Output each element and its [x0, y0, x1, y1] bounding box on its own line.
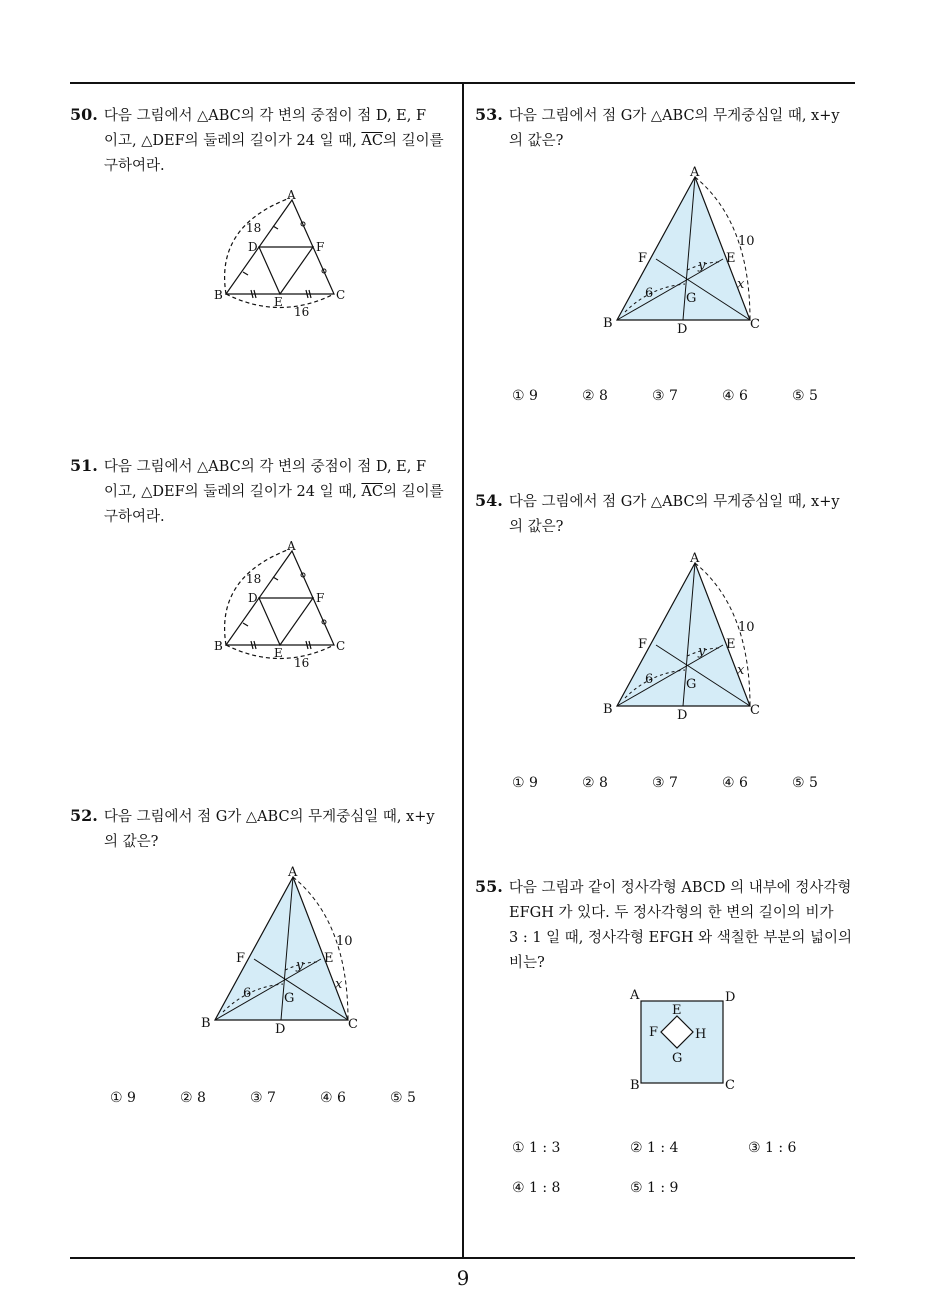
label-h: H: [695, 1027, 707, 1042]
choice-5[interactable]: ⑤ 5: [792, 388, 818, 404]
label-e: E: [672, 1003, 682, 1018]
choice-2[interactable]: ② 1 : 4: [630, 1140, 679, 1156]
choice-1[interactable]: ① 9: [110, 1090, 136, 1106]
problem-text: 의 값은?: [509, 133, 564, 149]
label-b: B: [214, 639, 223, 653]
problem-text: 구하여라.: [104, 509, 165, 525]
label-b: B: [603, 702, 613, 717]
problem-text: 다음 그림에서 점 G가 △ABC의 무게중심일 때, x+y: [508, 108, 840, 124]
label-b: B: [603, 316, 613, 331]
label-10: 10: [336, 934, 353, 949]
label-a: A: [690, 165, 700, 180]
problem-53: [475, 102, 865, 154]
problem-text: 이고, △DEF의 둘레의 길이가 24 일 때,: [104, 133, 362, 149]
label-16: 16: [294, 305, 310, 319]
label-x: x: [335, 977, 343, 992]
problem-text: 구하여라.: [104, 158, 165, 174]
label-b: B: [201, 1016, 211, 1031]
label-x: x: [737, 277, 745, 292]
choice-5[interactable]: ⑤ 1 : 9: [630, 1180, 679, 1196]
choice-2[interactable]: ② 8: [180, 1090, 206, 1106]
label-d: D: [248, 591, 258, 605]
problem-51: [70, 453, 460, 530]
label-y: y: [296, 958, 304, 973]
choice-5[interactable]: ⑤ 5: [390, 1090, 416, 1106]
label-f: F: [316, 240, 325, 254]
label-18: 18: [246, 572, 262, 586]
label-d: D: [677, 322, 688, 337]
label-6: 6: [645, 286, 654, 301]
label-a: A: [630, 988, 640, 1003]
choice-4[interactable]: ④ 6: [320, 1090, 346, 1106]
label-e: E: [274, 646, 283, 660]
label-10: 10: [738, 234, 755, 249]
label-a: A: [287, 188, 296, 202]
page-number: 9: [456, 1266, 470, 1290]
problem-number: 54.: [475, 491, 503, 510]
label-a: A: [288, 865, 298, 880]
label-d: D: [275, 1022, 286, 1037]
label-e: E: [726, 251, 736, 266]
problem-number: 50.: [70, 105, 98, 124]
figure-50-midpoint-triangle: [210, 186, 360, 321]
label-g: G: [686, 677, 697, 692]
label-c: C: [336, 288, 346, 302]
choice-1[interactable]: ① 9: [512, 388, 538, 404]
column-divider: [462, 83, 464, 1258]
problem-text: 다음 그림에서 △ABC의 각 변의 중점이 점 D, E, F: [103, 108, 427, 124]
figure-55-nested-squares: [622, 982, 752, 1094]
label-e: E: [274, 295, 283, 309]
label-6: 6: [645, 672, 654, 687]
label-c: C: [336, 639, 346, 653]
label-e: E: [324, 951, 334, 966]
choice-3[interactable]: ③ 7: [652, 388, 678, 404]
problem-text: 이고, △DEF의 둘레의 길이가 24 일 때,: [104, 484, 362, 500]
problem-text: 다음 그림과 같이 정사각형 ABCD 의 내부에 정사각형: [508, 880, 852, 896]
problem-text: 의 값은?: [104, 834, 159, 850]
label-a: A: [690, 551, 700, 566]
segment-ac: $\overline{AC}$: [361, 133, 384, 149]
choice-5[interactable]: ⑤ 5: [792, 775, 818, 791]
figure-51-midpoint-triangle: [210, 537, 360, 672]
label-a: A: [287, 539, 296, 553]
label-f: F: [649, 1025, 659, 1040]
label-f: F: [638, 637, 648, 652]
label-d: D: [677, 708, 688, 723]
choice-1[interactable]: ① 9: [512, 775, 538, 791]
problem-number: 52.: [70, 806, 98, 825]
problem-number: 55.: [475, 877, 503, 896]
problem-number: 53.: [475, 105, 503, 124]
problem-52: [70, 803, 460, 855]
choice-3[interactable]: ③ 7: [652, 775, 678, 791]
label-g: G: [672, 1051, 683, 1066]
label-x: x: [737, 663, 745, 678]
label-f: F: [638, 251, 648, 266]
problem-text: 3 : 1 일 때, 정사각형 EFGH 와 색칠한 부분의 넓이의: [509, 930, 853, 946]
label-b: B: [630, 1078, 640, 1093]
label-f: F: [236, 951, 246, 966]
label-f: F: [316, 591, 325, 605]
segment-ac: $\overline{AC}$: [361, 484, 384, 500]
label-18: 18: [246, 221, 262, 235]
label-e: E: [726, 637, 736, 652]
choice-2[interactable]: ② 8: [582, 775, 608, 791]
label-d: D: [248, 240, 258, 254]
problem-text: 의 길이를: [383, 484, 444, 500]
problem-54: [475, 488, 865, 540]
label-16: 16: [294, 656, 310, 670]
choice-4[interactable]: ④ 1 : 8: [512, 1180, 561, 1196]
problem-text: 의 길이를: [383, 133, 444, 149]
label-y: y: [698, 258, 706, 273]
figure-54-centroid-triangle: [600, 548, 770, 728]
choice-4[interactable]: ④ 6: [722, 388, 748, 404]
choice-4[interactable]: ④ 6: [722, 775, 748, 791]
problem-number: 51.: [70, 456, 98, 475]
label-c: C: [725, 1078, 735, 1093]
problem-text: 다음 그림에서 점 G가 △ABC의 무게중심일 때, x+y: [508, 494, 840, 510]
label-d: D: [725, 990, 736, 1005]
label-b: B: [214, 288, 223, 302]
figure-53-centroid-triangle: [600, 162, 770, 342]
problem-text: EFGH 가 있다. 두 정사각형의 한 변의 길이의 비가: [509, 905, 834, 921]
problem-text: 비는?: [509, 955, 545, 971]
figure-52-centroid-triangle: [198, 862, 368, 1042]
label-g: G: [284, 991, 295, 1006]
problem-55: [475, 874, 865, 976]
problem-text: 의 값은?: [509, 519, 564, 535]
bottom-rule: [70, 1257, 855, 1259]
label-c: C: [750, 317, 760, 332]
choice-1[interactable]: ① 1 : 3: [512, 1140, 561, 1156]
problem-50: [70, 102, 460, 179]
label-g: G: [686, 291, 697, 306]
label-y: y: [698, 644, 706, 659]
choice-3[interactable]: ③ 1 : 6: [748, 1140, 797, 1156]
problem-text: 다음 그림에서 점 G가 △ABC의 무게중심일 때, x+y: [103, 809, 435, 825]
problem-text: 다음 그림에서 △ABC의 각 변의 중점이 점 D, E, F: [103, 459, 427, 475]
label-10: 10: [738, 620, 755, 635]
choice-2[interactable]: ② 8: [582, 388, 608, 404]
label-c: C: [348, 1017, 358, 1032]
choice-3[interactable]: ③ 7: [250, 1090, 276, 1106]
label-6: 6: [243, 986, 252, 1001]
label-c: C: [750, 703, 760, 718]
